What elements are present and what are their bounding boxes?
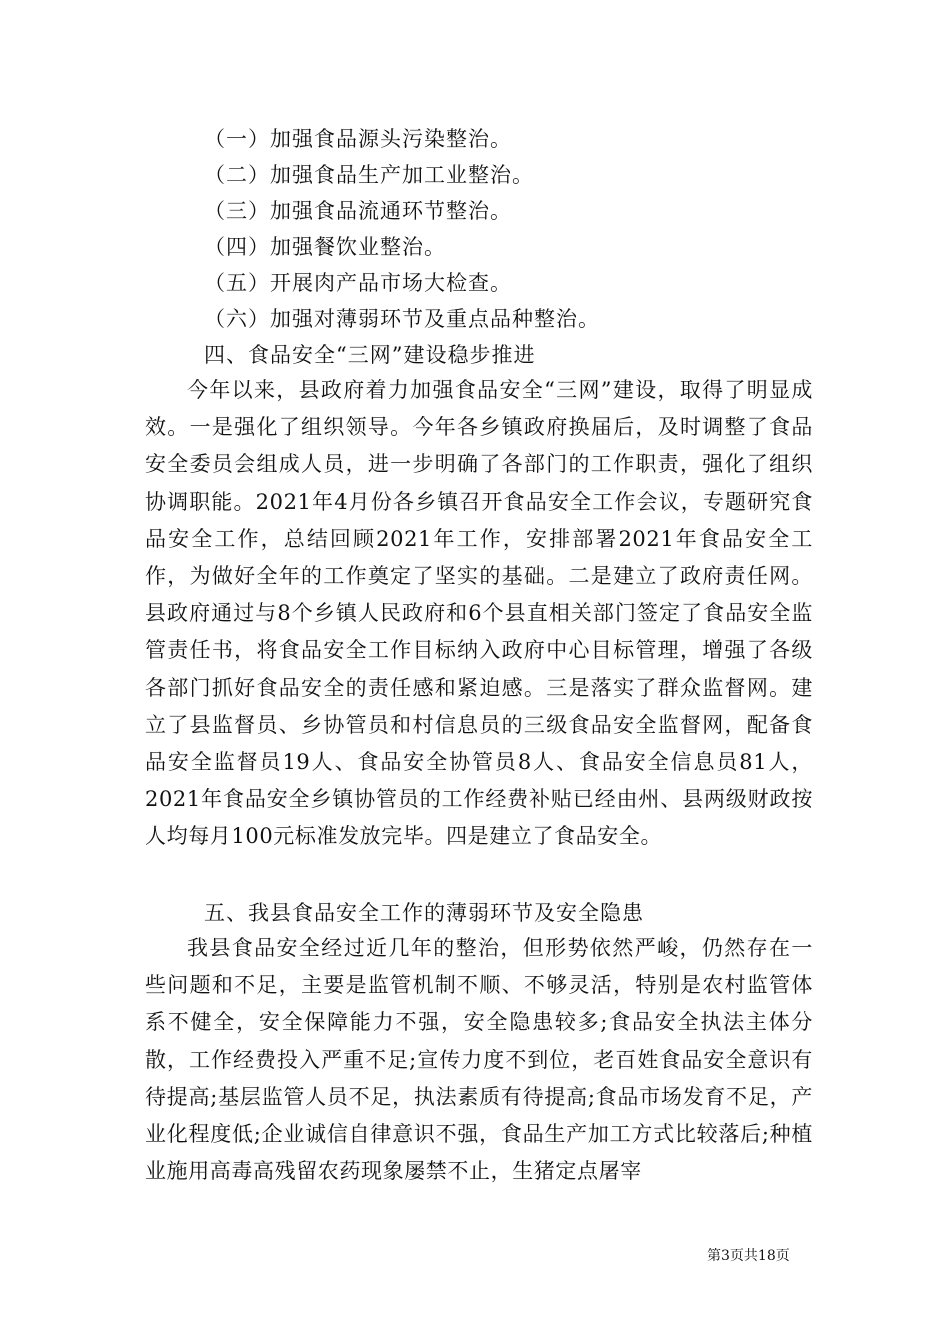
section-heading-4: 四、食品安全“三网”建设稳步推进 xyxy=(204,343,536,367)
page-number-footer: 第3页共18页 xyxy=(707,1248,790,1264)
list-item-6: （六）加强对薄弱环节及重点品种整治。 xyxy=(204,307,600,331)
list-item-4: （四）加强餐饮业整治。 xyxy=(204,235,446,259)
section-paragraph-4: 今年以来，县政府着力加强食品安全“三网”建设，取得了明显成效。一是强化了组织领导。今年各乡镇政府换届后，及时调整了食品安全委员会组成人员，进一步明确了各部门的工作职责，强化了组织协调职能。2021年4月份各乡镇召开食品安全工作会议，专题研究食品安全工作，总结回顾2021年工作，安排部署2021年食品安全工作，为做好全年的工作奠定了坚实的基础。二是建立了政府责任网。县政府通过与8个乡镇人民政府和6个县直相关部门签定了食品安全监管责任书，将食品安全工作目标纳入政府中心目标管理，增强了各级各部门抓好食品安全的责任感和紧迫感。三是落实了群众监督网。建立了县监督员、乡协管员和村信息员的三级食品安全监督网，配备食品安全监督员19人、食品安全协管员8人、食品安全信息员81人，2021年食品安全乡镇协管员的工作经费补贴已经由州、县两级财政按人均每月100元标准发放完毕。四是建立了食品安全。 xyxy=(145,378,813,849)
section-paragraph-5: 我县食品安全经过近几年的整治，但形势依然严峻，仍然存在一些问题和不足，主要是监管机制不顺、不够灵活，特别是农村监管体系不健全，安全保障能力不强，安全隐患较多;食品安全执法主体分散，工作经费投入严重不足;宣传力度不到位，老百姓食品安全意识有待提高;基层监管人员不足，执法素质有待提高;食品市场发育不足，产业化程度低;企业诚信自律意识不强，食品生产加工方式比较落后;种植业施用高毒高残留农药现象屡禁不止，生猪定点屠宰 xyxy=(145,936,813,1184)
list-item-1: （一）加强食品源头污染整治。 xyxy=(204,127,512,151)
list-item-5: （五）开展肉产品市场大检查。 xyxy=(204,271,512,295)
list-item-2: （二）加强食品生产加工业整治。 xyxy=(204,163,534,187)
section-heading-5: 五、我县食品安全工作的薄弱环节及安全隐患 xyxy=(204,901,644,925)
list-item-3: （三）加强食品流通环节整治。 xyxy=(204,199,512,223)
